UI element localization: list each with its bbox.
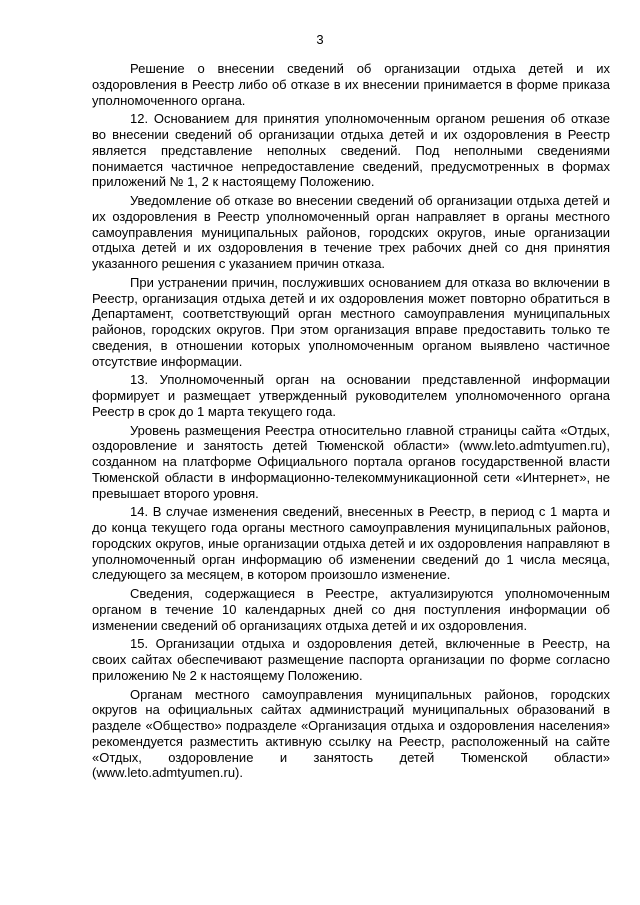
paragraph-reapplication: При устранении причин, послуживших основанием для отказа во включении в Реестр, организация отдыха детей и их оздоровления может повторно обратиться в Департамент, соответствующий орган местного самоуправления муниципальных районов, городских округов. При этом организация вправе предоставить только те сведения, в отношении которых уполномоченным органом выявлено частичное отсутствие информации.	[92, 274, 610, 369]
page-number: 3	[316, 32, 324, 47]
paragraph-item-14: 14. В случае изменения сведений, внесенных в Реестр, в период с 1 марта и до конца текущего года органы местного самоуправления муниципальных районов, городских округов, иные организации отдыха детей и их оздоровления направляют в уполномоченный орган информацию об изменении сведений до 1 числа месяца, следующего за месяцем, в котором произошло изменение.	[92, 504, 610, 583]
document-body	[92, 61, 610, 784]
paragraph-municipal-link: Органам местного самоуправления муниципальных районов, городских округов на официальных сайтах администраций муниципальных образований в разделе «Общество» подразделе «Организация отдыха и оздоровления населения» рекомендуется разместить активную ссылку на Реестр, расположенный на сайте «Отдых, оздоровление и занятость детей Тюменской области» (www.leto.admtyumen.ru).	[92, 686, 610, 781]
paragraph-refusal-notice: Уведомление об отказе во внесении сведений об организации отдыха детей и их оздоровления в Реестр уполномоченный орган направляет в органы местного самоуправления муниципальных районов, городских округов, иные организации отдыха детей и их оздоровления в течение трех рабочих дней со дня принятия указанного решения с указанием причин отказа.	[92, 193, 610, 271]
paragraph-registry-level: Уровень размещения Реестра относительно главной страницы сайта «Отдых, оздоровление и занятость детей Тюменской области» (www.leto.admtyumen.ru), созданном на платформе Официального портала органов государственной власти Тюменской области в информационно-телекоммуникационной сети «Интернет», не превышает второго уровня.	[92, 422, 610, 501]
paragraph-registry-update: Сведения, содержащиеся в Реестре, актуализируются уполномоченным органом в течение 10 календарных дней со дня поступления информации об изменении сведений об организациях отдыха детей и их оздоровления.	[92, 586, 610, 633]
paragraph-item-12: 12. Основанием для принятия уполномоченным органом решения об отказе во внесении сведений об организации отдыха детей и их оздоровления в Реестр является представление неполных сведений. Под неполными сведениями понимается частичное непредоставление сведений, предусмотренных в формах приложений № 1, 2 к настоящему Положению.	[92, 111, 610, 190]
paragraph-item-15: 15. Организации отдыха и оздоровления детей, включенные в Реестр, на своих сайтах обеспечивают размещение паспорта организации по форме согласно приложению № 2 к настоящему Положению.	[92, 636, 610, 683]
paragraph-decision-form: Решение о внесении сведений об организации отдыха детей и их оздоровления в Реестр либо об отказе в их внесении принимается в форме приказа уполномоченного органа.	[92, 61, 610, 108]
paragraph-item-13: 13. Уполномоченный орган на основании представленной информации формирует и размещает утвержденный руководителем уполномоченного органа Реестр в срок до 1 марта текущего года.	[92, 372, 610, 419]
